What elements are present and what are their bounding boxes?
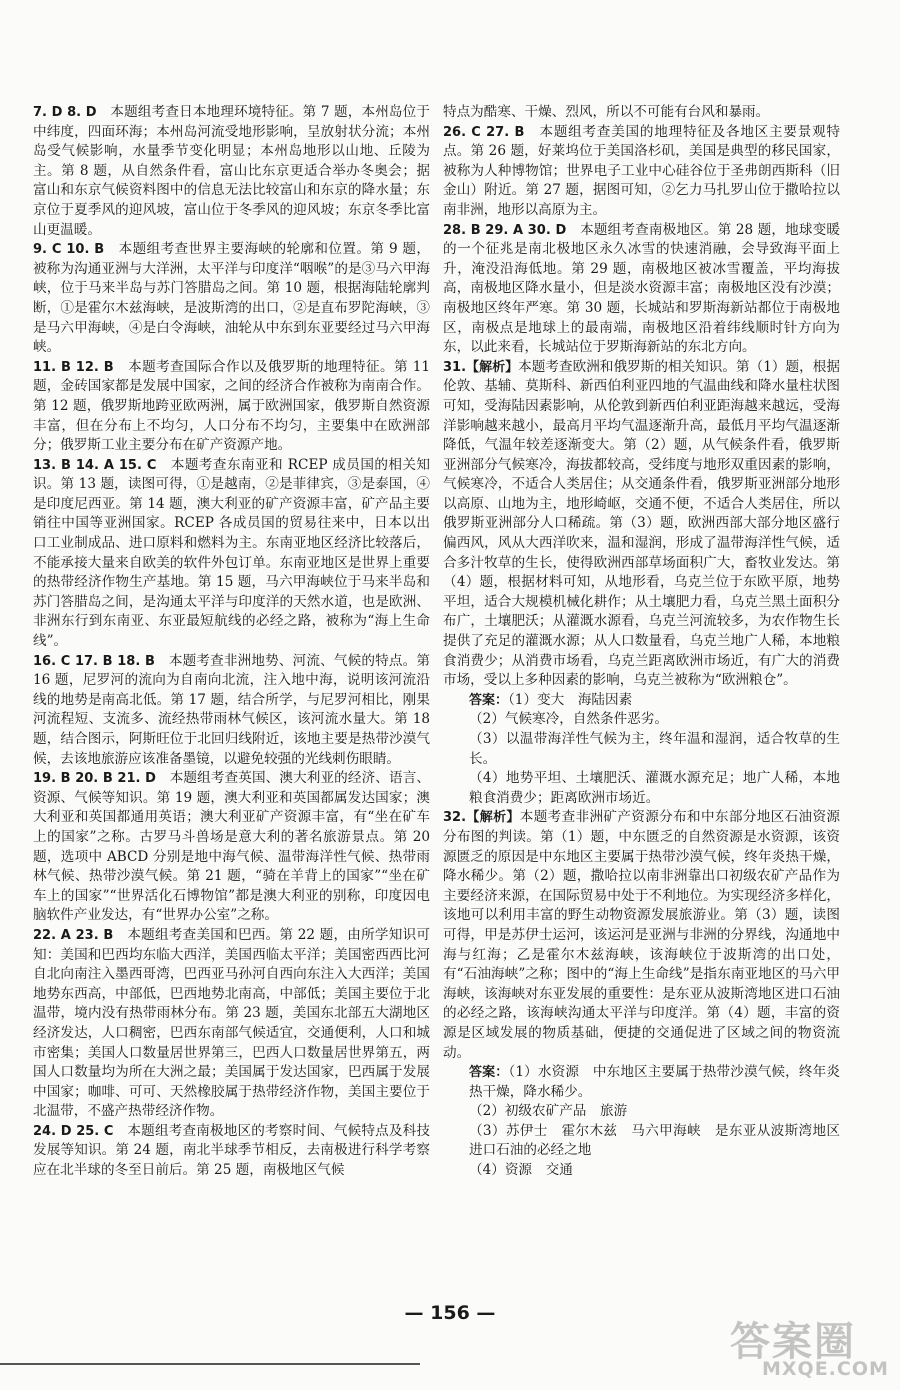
explanation-text: 本题组考查英国、澳大利亚的经济、语言、资源、气候等知识。第 19 题，澳大利亚和英国都属发达国家；澳大利亚和英国都通用英语；澳大利亚矿产资源丰富，有“坐在矿车上的国家”之称。古罗马斗兽场是意大利的著名旅游景点。第 20 题，选项中 ABCD 分别是地中海气候、温带海洋性气候、热带雨林气候、热带沙漠气候。第 21 题，“骑在羊背上的国家”“坐在矿车上的国家”“世界活化石博物馆”都是澳大利亚的别称，印度因电脑软件产业发达，有“世界办公室”之称。: [33, 770, 431, 924]
question-numbers: 11. B 12. B: [33, 359, 114, 375]
question-numbers: 26. C 27. B: [443, 124, 525, 140]
answer-block-7-8: [33, 103, 430, 240]
explanation-text: 本题考查欧洲和俄罗斯的相关知识。第（1）题，根据伦敦、基辅、莫斯科、新西伯利亚四地的气温曲线和降水量柱状图可知，受海陆因素影响，从伦敦到新西伯利亚距海越来越远，受海洋影响越来越小，最高月平均气温逐渐升高，最低月平均气温逐渐降低，气温年较差逐渐变大。第（2）题，从气候条件看，俄罗斯亚洲部分气候寒冷，海拔都较高，受纬度与地形双重因素的影响，气候寒冷，不适合人类居住；从交通条件看，俄罗斯亚洲部分地形以高原、山地为主，地形崎岖，交通不便，不适合人类居住，所以俄罗斯亚洲部分人口稀疏。第（3）题，欧洲西部大部分地区盛行偏西风，风从大西洋吹来，温和湿润，形成了温带海洋性气候，适合多汁牧草的生长，使得欧洲西部草场面积广大，畜牧业发达。第（4）题，根据材料可知，从地形看，乌克兰位于东欧平原，地势平坦，适合大规模机械化耕作；从土壤肥力看，乌克兰黑土面积分布广，土壤肥沃；从灌溉水源看，乌克兰河流较多，为农作物生长提供了充足的灌溉水源；从人口数量看，乌克兰地广人稀，本地粮食消费少；从消费市场看，乌克兰距离欧洲市场近，有广大的消费市场，受以上多种因素的影响，乌克兰被称为“欧洲粮仓”。: [443, 358, 840, 689]
answer-block-19-21: [33, 769, 430, 926]
question-numbers: 28. B 29. A 30. D: [443, 222, 567, 238]
answer-block-13-15: [33, 456, 430, 652]
watermark-logo-text: 答案圈: [730, 1319, 856, 1365]
question-numbers: 19. B 20. B 21. D: [33, 771, 156, 787]
watermark-url: MXQE.COM: [762, 1358, 889, 1380]
answer-line-32-2: [443, 1102, 840, 1122]
analysis-block-32: [443, 808, 840, 1063]
answer-line-31-4: [443, 769, 840, 808]
site-watermark: [718, 1310, 890, 1385]
answer-block-26-27: [443, 123, 840, 221]
explanation-text: 本题组考查南极地区的考察时间、气候特点及科技发展等知识。第 24 题，南北半球季节相反，去南极进行科学考察应在北半球的冬至日前后。第 25 题，南极地区气候: [33, 1122, 431, 1179]
answer-block-22-23: [33, 926, 430, 1122]
footer-divider: [0, 1363, 420, 1365]
answer-block-16-18: [33, 652, 430, 770]
explanation-text: 本题组考查南极地区。第 28 题，地球变暖的一个征兆是南北极地区永久冰雪的快速消融，会导致海平面上升，淹没沿海低地。第 29 题，南极地区被冰雪覆盖，平均海拔高，南极地区降水量小，但是淡水资源丰富；南极地区没有沙漠；南极地区终年严寒。第 30 题，长城站和罗斯海新站都位于南极地区，南极点是地球上的最南端，南极地区沿着纬线顺时针方向为东，以此来看，长城站位于罗斯海新站的东北方向。: [443, 221, 840, 356]
answer-line-31-3: [443, 730, 840, 769]
answer-text: （2）初级农矿产品 旅游: [469, 1103, 628, 1120]
explanation-text: 本题组考查世界主要海峡的轮廓和位置。第 9 题，被称为沟通亚洲与大洋洲，太平洋与印度洋“咽喉”的是③马六甲海峡，位于马来半岛与苏门答腊岛之间。第 10 题，根据海陆轮廓判断，①是霍尔木兹海峡，是波斯湾的出口，②是直布罗陀海峡，③是马六甲海峡，④是白令海峡，油轮从中东到东亚要经过马六甲海峡。: [33, 241, 430, 356]
answer-text: （3）苏伊士 霍尔木兹 马六甲海峡 是东亚从波斯湾地区进口石油的必经之地: [469, 1122, 840, 1159]
answer-line-31-2: [443, 710, 840, 730]
question-analysis-label: 32.【解析】: [443, 810, 520, 826]
question-numbers: 22. A 23. B: [33, 927, 114, 943]
explanation-text: 本题考查非洲地势、河流、气候的特点。第 16 题，尼罗河的流向为自南向北流，注入地中海，说明该河流沿线的地势是南高北低。第 17 题，结合所学，与尼罗河相比，刚果河流程短、支流多、流经热带雨林气候区，该河流水量大。第 18 题，结合图示，阿斯旺位于北回归线附近，该地主要是热带沙漠气候，去该地旅游应该准备墨镜，以避免较强的光线刺伤眼睛。: [33, 652, 431, 767]
answer-text: （2）气候寒冷，自然条件恶劣。: [469, 711, 668, 728]
answer-line-32-4: [443, 1161, 840, 1181]
answer-block-24-25: [33, 1122, 430, 1181]
explanation-text: 本题考查国际合作以及俄罗斯的地理特征。第 11 题，金砖国家都是发展中国家，之间的经济合作被称为南南合作。第 12 题，俄罗斯地跨亚欧两洲，属于欧洲国家，俄罗斯自然资源丰富，但在分布上不均匀，人口分布不均匀，主要集中在欧洲部分；俄罗斯工业主要分布在矿产资源产地。: [33, 358, 431, 454]
answer-text: （1）变大 海陆因素: [508, 691, 633, 708]
question-analysis-label: 31.【解析】: [443, 359, 519, 375]
answer-text: （4）资源 交通: [469, 1162, 573, 1179]
question-numbers: 24. D 25. C: [33, 1123, 114, 1139]
explanation-text: 本题考查非洲矿产资源分布和中东部分地区石油资源分布图的判读。第（1）题，中东匮乏的自然资源是水资源，该资源匮乏的原因是中东地区主要属于热带沙漠气候，终年炎热干燥，降水稀少。第（2）题，撒哈拉以南非洲靠出口初级农矿产品作为主要经济来源，在国际贸易中处于不利地位。为实现经济多样化，该地可以利用丰富的野生动物资源发展旅游业。第（3）题，读图可得，甲是苏伊士运河，该运河是亚洲与非洲的分界线，沟通地中海与红海；乙是霍尔木兹海峡，该海峡位于波斯湾的出口处，有“石油海峡”之称；图中的“海上生命线”是指东南亚地区的马六甲海峡，该海峡对东亚发展的重要性：是东亚从波斯湾地区进口石油的必经之路，该海峡沟通太平洋与印度洋。第（4）题，丰富的资源是区域发展的物质基础，便捷的交通促进了区域之间的物资流动。: [443, 809, 841, 1061]
analysis-block-31: [443, 358, 840, 691]
answer-label: 答案：: [469, 692, 509, 708]
answer-block-9-10: [33, 240, 430, 358]
answer-label: 答案：: [469, 1065, 509, 1081]
answer-line-31-1: [443, 691, 840, 711]
answer-block-28-30: [443, 221, 840, 358]
continuation-text: 特点为酷寒、干燥、烈风，所以不可能有台风和暴雨。: [443, 104, 770, 120]
question-numbers: 13. B 14. A 15. C: [33, 457, 157, 473]
explanation-text: 本题组考查日本地理环境特征。第 7 题，本州岛位于中纬度，四面环海；本州岛河流受地形影响，呈放射状分流；本州岛受气候影响，水量季节变化明显；本州岛地形以山地、丘陵为主。第 8 题，从自然条件看，富山比东京更适合举办冬奥会；据富山和东京气候资料图中的信息无法比较富山和东京的降水量；东京位于夏季风的迎风坡，富山位于冬季风的迎风坡；东京冬季比富山更温暖。: [33, 104, 430, 238]
question-numbers: 16. C 17. B 18. B: [33, 653, 155, 669]
explanation-text: 本题考查东南亚和 RCEP 成员国的相关知识。第 13 题，读图可得，①是越南，②是菲律宾，③是泰国，④是印度尼西亚。第 14 题，澳大利亚的矿产资源丰富，矿产品主要销往中国等亚洲国家。RCEP 各成员国的贸易往来中，日本以出口工业制成品、进口原料和燃料为主。东南亚地区经济比较落后，不能承接大量来自欧美的软件外包订单。东南亚地区是世界上重要的热带经济作物生产基地。第 15 题，马六甲海峡位于马来半岛和苏门答腊岛之间，是沟通太平洋与印度洋的天然水道，也是欧洲、非洲东行到东南亚、东亚最短航线的必经之路，被称为“海上生命线”。: [33, 456, 431, 650]
question-numbers: 9. C 10. B: [33, 242, 105, 258]
question-numbers: 7. D 8. D: [33, 105, 97, 120]
left-column: [33, 103, 430, 1181]
answer-line-32-3: [443, 1122, 840, 1161]
answer-text: （1）水资源 中东地区主要属于热带沙漠气候，终年炎热干燥，降水稀少。: [469, 1064, 840, 1100]
right-column: [443, 103, 840, 1181]
answer-block-11-12: [33, 358, 430, 456]
page-number: — 156 —: [404, 1302, 496, 1324]
answer-text: （3）以温带海洋性气候为主，终年温和湿润，适合牧草的生长。: [469, 731, 840, 767]
answer-text: （4）地势平坦、土壤肥沃、灌溉水源充足；地广人稀，本地粮食消费少；距离欧洲市场近。: [469, 770, 840, 806]
explanation-text: 本题组考查美国的地理特征及各地区主要景观特点。第 26 题，好莱坞位于美国洛杉矶，美国是典型的移民国家，被称为人种博物馆；世界电子工业中心硅谷位于圣弗朗西斯科（旧金山）附近。第 27 题，据图可知，②乞力马扎罗山位于撒哈拉以南非洲，地形以高原为主。: [443, 123, 841, 218]
explanation-text: 本题组考查美国和巴西。第 22 题，由所学知识可知：美国和巴西均东临大西洋，美国西临太平洋；美国密西西比河自北向南注入墨西哥湾，巴西亚马孙河自西向东注入大西洋；美国地势东西高，中部低，巴西地势北南高，中部低；美国主要位于北温带，境内没有热带雨林分布。第 23 题，美国东北部五大湖地区经济发达，人口稠密，巴西东南部气候适宜，交通便利，人口和城市密集；美国人口数量居世界第三，巴西人口数量居世界第五，两国人口数量均为所在大洲之最；美国属于发达国家，巴西属于发展中国家；咖啡、可可、天然橡胶属于热带经济作物，美国主要位于北温带，不盛产热带经济作物。: [33, 926, 430, 1120]
answer-line-32-1: [443, 1063, 840, 1102]
